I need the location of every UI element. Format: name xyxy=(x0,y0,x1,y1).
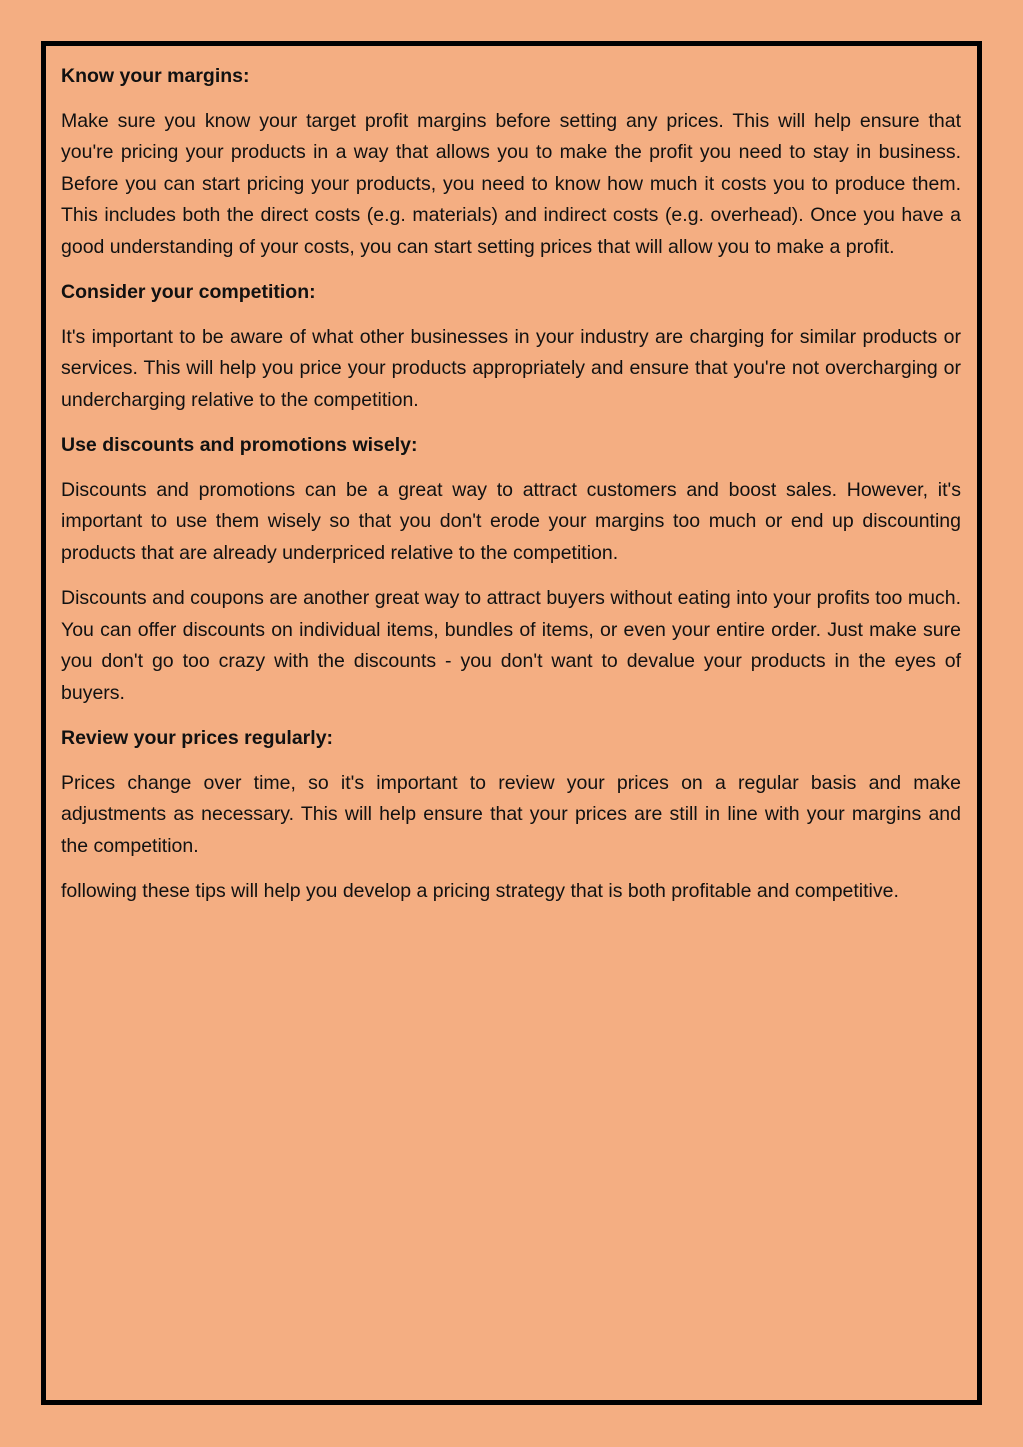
section-heading-competition: Consider your competition: xyxy=(61,281,316,303)
paragraph-discounts-coupons: Discounts and coupons are another great way to attract buyers without eating into your profits too much. You can offer discounts on individual items, bundles of items, or even your entire order. Just make sure you don't go too crazy with the discounts - you don't want to devalue your products in the eyes of buyers. xyxy=(61,587,961,704)
paragraph-competition: It's important to be aware of what other businesses in your industry are charging for similar products or services. This will help you price your products appropriately and ensure that you're not overcharging or undercharging relative to the competition. xyxy=(61,325,961,411)
section-heading-discounts: Use discounts and promotions wisely: xyxy=(61,434,418,456)
paragraph-conclusion: following these tips will help you develop a pricing strategy that is both profitable and competitive. xyxy=(61,880,899,902)
paragraph-discounts-promotions: Discounts and promotions can be a great way to attract customers and boost sales. However, it's important to use them wisely so that you don't erode your margins too much or end up discounting products that are already underpriced relative to the competition. xyxy=(61,478,961,564)
paragraph-margins: Make sure you know your target profit margins before setting any prices. This will help ensure that you're pricing your products in a way that allows you to make the profit you need to stay in business. Before you can start pricing your products, you need to know how much it costs you to produce them. This includes both the direct costs (e.g. materials) and indirect costs (e.g. overhead). Once you have a good understanding of your costs, you can start setting prices that will allow you to make a profit. xyxy=(61,109,961,258)
section-heading-margins: Know your margins: xyxy=(61,65,250,87)
paragraph-review-prices: Prices change over time, so it's important to review your prices on a regular basis and make adjustments as necessary. This will help ensure that your prices are still in line with your margins and the competition. xyxy=(61,771,961,857)
section-heading-review-prices: Review your prices regularly: xyxy=(61,727,334,749)
document-content xyxy=(61,61,961,922)
